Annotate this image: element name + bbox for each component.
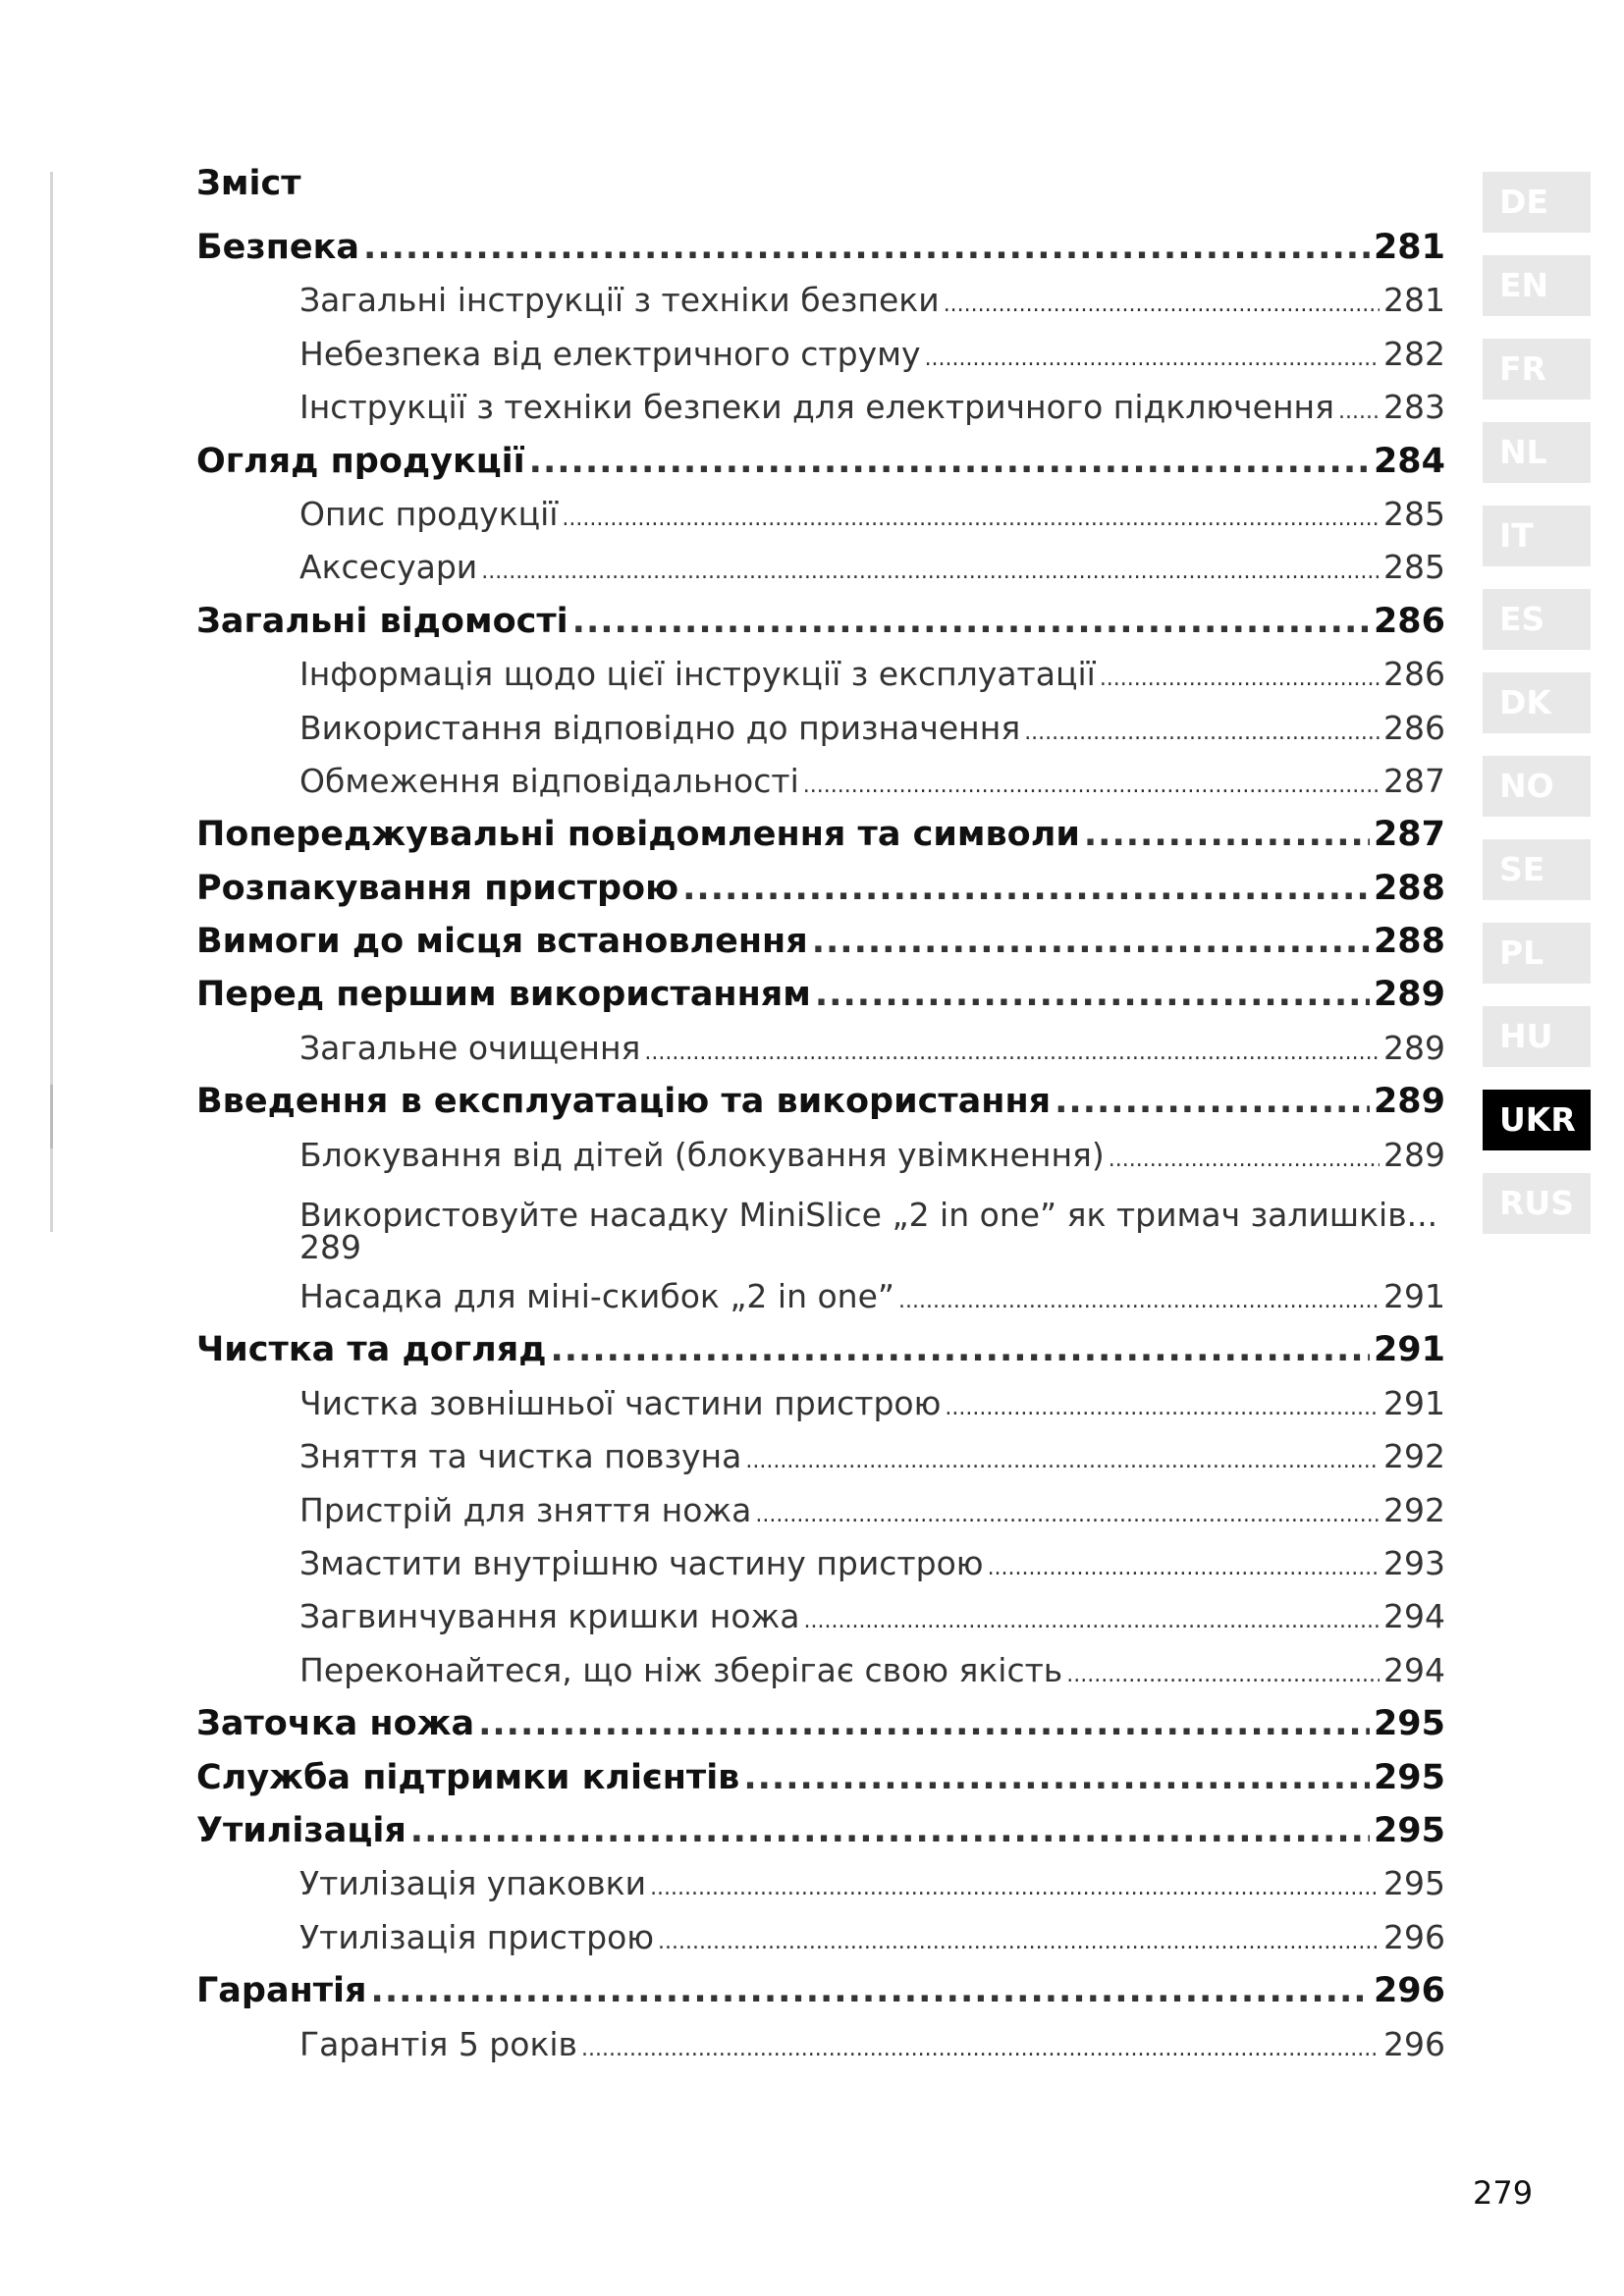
margin-bar-top xyxy=(50,172,53,1232)
toc-entry-page: 286 xyxy=(1383,708,1445,747)
toc-section-entry[interactable] xyxy=(196,1811,1445,1864)
toc-subsection-entry[interactable] xyxy=(196,1384,1445,1437)
toc-leader-dots xyxy=(581,2037,1380,2061)
toc-entry-page: 295 xyxy=(1373,1810,1445,1850)
toc-leader-dots xyxy=(1066,1663,1380,1687)
toc-section-entry[interactable] xyxy=(196,869,1445,922)
page-title: Зміст xyxy=(196,164,301,203)
toc-entry-title: Введення в експлуатацію та використання xyxy=(196,1082,1052,1122)
toc-entry-page: 295 xyxy=(1383,1864,1445,1903)
toc-entry-page: 281 xyxy=(1383,281,1445,320)
toc-entry-page: 296 xyxy=(1373,1971,1445,2011)
toc-entry-title: Використання відповідно до призначення xyxy=(299,708,1021,747)
toc-entry-page: 291 xyxy=(1373,1330,1445,1370)
toc-entry-page: 286 xyxy=(1383,655,1445,694)
toc-entry-page: 291 xyxy=(1383,1383,1445,1422)
toc-entry-page: 289 xyxy=(1383,1135,1445,1174)
toc-subsection-entry[interactable] xyxy=(196,709,1445,762)
toc-entry-page: 289 xyxy=(299,1228,361,1267)
toc-entry-page: 289 xyxy=(1373,1082,1445,1122)
toc-leader-dots xyxy=(1084,815,1370,854)
toc-leader-dots xyxy=(682,869,1370,908)
toc-entry-title: Блокування від дітей (блокування увімкнення) xyxy=(299,1135,1105,1174)
toc-leader-dots xyxy=(944,293,1380,317)
toc-subsection-entry[interactable] xyxy=(196,1491,1445,1544)
toc-entry-title: Загвинчування кришки ножа xyxy=(299,1597,800,1636)
toc-entry-title: Загальні інструкції з техніки безпеки xyxy=(299,281,940,320)
language-tab-ukr[interactable]: UKR xyxy=(1483,1090,1591,1150)
toc-entry-title: Огляд продукції xyxy=(196,441,525,481)
toc-leader-dots xyxy=(529,442,1370,481)
language-tabs xyxy=(1483,172,1591,1256)
toc-section-entry[interactable] xyxy=(196,815,1445,868)
toc-entry-title: Інструкції з техніки безпеки для електричного підключення xyxy=(299,388,1334,427)
toc-section-entry[interactable] xyxy=(196,1330,1445,1383)
toc-entry-title: Переконайтеся, що ніж зберігає свою якість xyxy=(299,1650,1063,1689)
toc-leader-dots xyxy=(478,1704,1370,1743)
toc-leader-dots xyxy=(562,507,1380,531)
toc-leader-dots xyxy=(1055,1082,1370,1121)
toc-subsection-entry[interactable] xyxy=(196,1136,1445,1189)
toc-leader-dots xyxy=(745,1449,1380,1473)
language-tab-pl[interactable]: PL xyxy=(1483,923,1591,984)
toc-entry-title: Утилізація пристрою xyxy=(299,1917,655,1956)
toc-subsection-entry[interactable] xyxy=(196,1437,1445,1490)
toc-leader-dots xyxy=(1338,400,1380,424)
toc-entry-page: 293 xyxy=(1383,1543,1445,1582)
toc-section-entry[interactable] xyxy=(196,975,1445,1028)
toc-entry-page: 292 xyxy=(1383,1437,1445,1476)
toc-leader-dots xyxy=(481,560,1380,584)
language-tab-es[interactable]: ES xyxy=(1483,589,1591,650)
toc-entry-page: 281 xyxy=(1373,228,1445,267)
toc-entry-title: Чистка та догляд xyxy=(196,1330,547,1370)
toc-entry-title: Змастити внутрішню частину пристрою xyxy=(299,1543,984,1582)
toc-entry-page: 295 xyxy=(1373,1704,1445,1744)
toc-entry-title: Використовуйте насадку MiniSlice „2 in one” як тримач залишків... xyxy=(299,1196,1438,1235)
toc-entry-page: 289 xyxy=(1383,1028,1445,1067)
toc-entry-page: 294 xyxy=(1383,1597,1445,1636)
toc-entry-title: Обмеження відповідальності xyxy=(299,761,799,800)
toc-leader-dots xyxy=(945,1396,1380,1420)
toc-subsection-entry[interactable] xyxy=(196,1651,1445,1704)
toc-entry-title: Утилізація xyxy=(196,1810,406,1850)
toc-entry-title: Утилізація упаковки xyxy=(299,1864,647,1903)
toc-entry-title: Загальне очищення xyxy=(299,1028,641,1067)
toc-subsection-entry[interactable] xyxy=(196,1918,1445,1971)
toc-subsection-entry[interactable] xyxy=(196,1277,1445,1330)
toc-leader-dots xyxy=(803,774,1380,798)
language-tab-en[interactable]: EN xyxy=(1483,255,1591,316)
toc-entry-page: 285 xyxy=(1383,494,1445,533)
toc-subsection-entry[interactable] xyxy=(196,388,1445,441)
toc-leader-dots xyxy=(898,1289,1380,1313)
toc-entry-title: Перед першим використанням xyxy=(196,975,811,1015)
toc-leader-dots xyxy=(410,1811,1370,1850)
toc-entry-title: Пристрій для зняття ножа xyxy=(299,1490,752,1529)
toc-entry-page: 288 xyxy=(1373,922,1445,962)
toc-leader-dots xyxy=(363,228,1370,267)
toc-leader-dots xyxy=(371,1971,1370,2010)
toc-leader-dots xyxy=(644,1041,1380,1065)
language-tab-it[interactable]: IT xyxy=(1483,506,1591,566)
toc-subsection-entry[interactable] xyxy=(196,1029,1445,1082)
toc-subsection-entry[interactable] xyxy=(196,1544,1445,1597)
language-tab-nl[interactable]: NL xyxy=(1483,422,1591,483)
toc-entry-title: Попереджувальні повідомлення та символи xyxy=(196,815,1080,855)
toc-entry-page: 287 xyxy=(1383,761,1445,800)
language-tab-hu[interactable]: HU xyxy=(1483,1006,1591,1067)
toc-section-entry[interactable] xyxy=(196,602,1445,655)
toc-entry-page: 285 xyxy=(1383,548,1445,587)
toc-entry-title: Гарантія 5 років xyxy=(299,2024,577,2063)
toc-entry-page: 291 xyxy=(1383,1277,1445,1316)
toc-section-entry[interactable] xyxy=(196,228,1445,281)
language-tab-se[interactable]: SE xyxy=(1483,839,1591,900)
toc-leader-dots xyxy=(925,347,1380,371)
language-tab-fr[interactable]: FR xyxy=(1483,339,1591,400)
toc-section-entry[interactable] xyxy=(196,442,1445,495)
margin-bar-mid xyxy=(50,1085,53,1148)
toc-entry-page: 295 xyxy=(1373,1757,1445,1797)
toc-entry-title: Загальні відомості xyxy=(196,601,568,641)
toc-entry-title: Зняття та чистка повзуна xyxy=(299,1437,742,1476)
language-tab-no[interactable]: NO xyxy=(1483,756,1591,817)
toc-subsection-entry[interactable] xyxy=(196,762,1445,815)
toc-subsection-entry[interactable] xyxy=(196,495,1445,548)
toc-subsection-entry[interactable] xyxy=(196,2025,1445,2078)
toc-subsection-entry[interactable] xyxy=(196,548,1445,601)
toc-section-entry[interactable] xyxy=(196,1082,1445,1135)
toc-leader-dots xyxy=(755,1503,1380,1527)
toc-leader-dots xyxy=(815,975,1370,1014)
toc-entry-page: 294 xyxy=(1383,1650,1445,1689)
toc-entry-page: 284 xyxy=(1373,441,1445,481)
toc-section-entry[interactable] xyxy=(196,1971,1445,2024)
toc-entry-title: Насадка для міні-скибок „2 in one” xyxy=(299,1277,894,1316)
toc-subsection-entry[interactable] xyxy=(196,1597,1445,1650)
toc-leader-dots xyxy=(1024,721,1380,745)
table-of-contents xyxy=(196,228,1445,2078)
toc-leader-dots xyxy=(1109,1148,1380,1172)
toc-entry-title: Служба підтримки клієнтів xyxy=(196,1757,740,1797)
toc-entry-page: 287 xyxy=(1373,815,1445,855)
toc-leader-dots xyxy=(743,1758,1370,1797)
language-tab-de[interactable]: DE xyxy=(1483,172,1591,233)
toc-entry-title: Вимоги до місця встановлення xyxy=(196,922,808,962)
page-number: 279 xyxy=(1473,2174,1534,2212)
toc-entry-title: Аксесуари xyxy=(299,548,478,587)
toc-entry-title: Чистка зовнішньої частини пристрою xyxy=(299,1383,942,1422)
toc-entry-page: 282 xyxy=(1383,334,1445,373)
toc-entry-page: 289 xyxy=(1373,975,1445,1015)
toc-entry-title: Розпакування пристрою xyxy=(196,868,679,908)
toc-entry-page: 296 xyxy=(1383,1917,1445,1956)
language-tab-rus[interactable]: RUS xyxy=(1483,1173,1591,1234)
toc-entry-page: 292 xyxy=(1383,1490,1445,1529)
toc-leader-dots xyxy=(804,1609,1380,1633)
toc-leader-dots xyxy=(1100,667,1380,691)
toc-entry-title: Інформація щодо цієї інструкції з експлуатації xyxy=(299,655,1096,694)
toc-subsection-entry[interactable] xyxy=(196,281,1445,334)
toc-subsection-entry[interactable] xyxy=(196,1189,1445,1277)
toc-subsection-entry[interactable] xyxy=(196,655,1445,708)
toc-leader-dots xyxy=(988,1556,1380,1580)
toc-section-entry[interactable] xyxy=(196,922,1445,975)
toc-entry-page: 283 xyxy=(1383,388,1445,427)
toc-section-entry[interactable] xyxy=(196,1704,1445,1757)
toc-leader-dots xyxy=(658,1930,1380,1954)
toc-leader-dots xyxy=(550,1330,1369,1369)
toc-entry-title: Безпека xyxy=(196,228,360,267)
language-tab-dk[interactable]: DK xyxy=(1483,672,1591,733)
toc-subsection-entry[interactable] xyxy=(196,1864,1445,1917)
toc-entry-page: 288 xyxy=(1373,868,1445,908)
toc-entry-page: 286 xyxy=(1373,601,1445,641)
toc-entry-title: Небезпека від електричного струму xyxy=(299,334,921,373)
toc-leader-dots xyxy=(812,922,1370,961)
toc-section-entry[interactable] xyxy=(196,1758,1445,1811)
toc-entry-title: Заточка ножа xyxy=(196,1704,475,1744)
toc-leader-dots xyxy=(650,1876,1380,1900)
toc-entry-page: 296 xyxy=(1383,2024,1445,2063)
toc-subsection-entry[interactable] xyxy=(196,335,1445,388)
toc-entry-title: Опис продукції xyxy=(299,494,559,533)
toc-entry-title: Гарантія xyxy=(196,1971,367,2011)
toc-leader-dots xyxy=(572,602,1370,641)
